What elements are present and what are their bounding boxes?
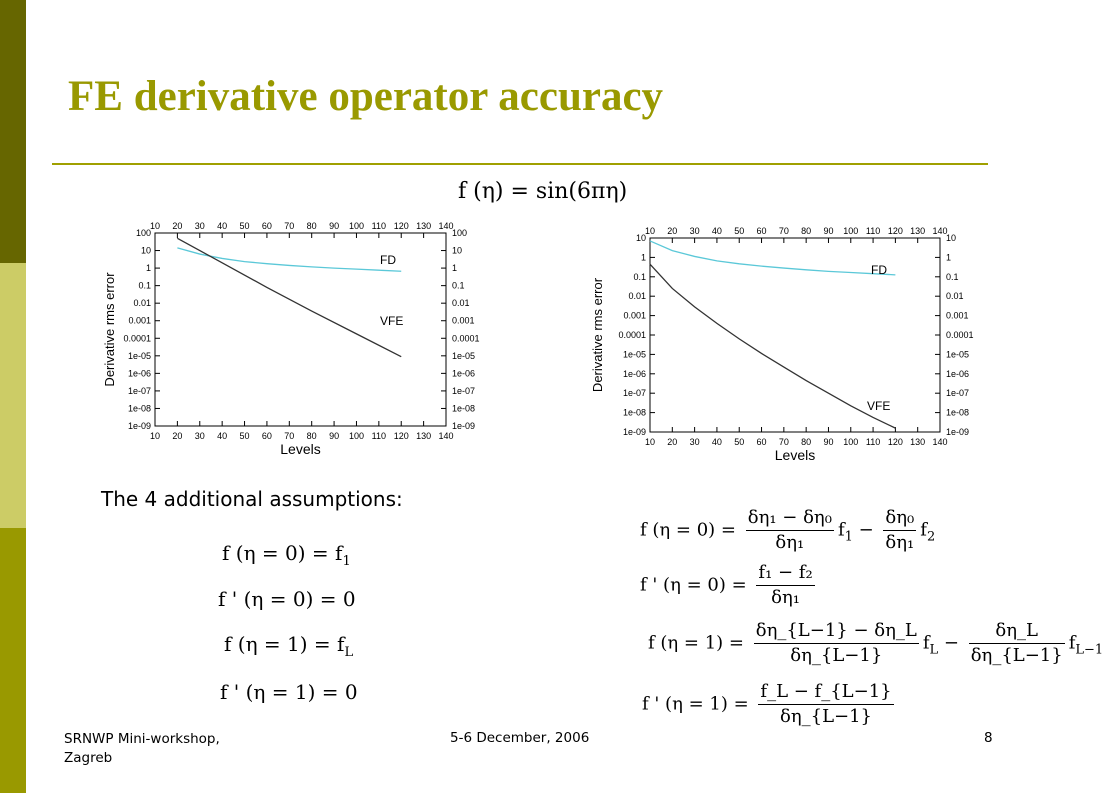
x-tick-label-top: 100 bbox=[843, 226, 859, 236]
y-axis-label: Derivative rms error bbox=[590, 277, 605, 393]
x-tick-label-top: 20 bbox=[172, 221, 183, 231]
assumptions-heading: The 4 additional assumptions: bbox=[101, 487, 403, 511]
y-tick-label-right: 1e-07 bbox=[452, 385, 476, 396]
x-tick-label-top: 80 bbox=[306, 221, 317, 231]
footer-date: 5-6 December, 2006 bbox=[450, 730, 590, 746]
x-tick-label-top: 120 bbox=[887, 226, 903, 236]
y-tick-label: 1e-06 bbox=[127, 368, 151, 379]
right-eq-2: f ' (η = 0) = $\frac{\text{f₁ − f₂}}{\text{δη₁}}$ bbox=[640, 562, 813, 609]
x-tick-label: 90 bbox=[823, 437, 834, 447]
chart-left bbox=[100, 212, 480, 472]
left-eq-4: f ' (η = 1) = 0 bbox=[220, 680, 358, 704]
y-tick-label-right: 100 bbox=[452, 228, 468, 238]
x-tick-label-top: 60 bbox=[756, 226, 767, 236]
y-tick-label-right: 10 bbox=[946, 233, 957, 243]
top-formula: f (η) = sin(6πη) bbox=[458, 179, 628, 204]
chart-right bbox=[588, 218, 978, 478]
x-tick-label: 30 bbox=[194, 431, 205, 441]
y-tick-label: 1e-05 bbox=[127, 350, 151, 361]
series-line-fd bbox=[177, 248, 401, 271]
y-tick-label: 1e-07 bbox=[622, 388, 646, 399]
y-tick-label-right: 1e-08 bbox=[452, 403, 476, 414]
y-tick-label: 10 bbox=[140, 245, 151, 256]
y-tick-label: 100 bbox=[135, 228, 151, 238]
left-eq-3: f $(\eta = 1) = f_L$ bbox=[224, 632, 354, 660]
right-eq-1: f (η = 0) = $\frac{\text{δη₁ − δη₀}}{\text{δη₁}}$ $f_1$ − $\frac{\text{δη₀}}{\text{δη₁}}$ $f_2$ bbox=[640, 507, 936, 554]
x-tick-label-top: 40 bbox=[217, 221, 228, 231]
y-tick-label-right: 1e-05 bbox=[946, 349, 970, 360]
top-formula-rhs: sin(6πη) bbox=[535, 179, 628, 204]
top-formula-lhs: f (η) bbox=[458, 179, 504, 204]
x-tick-label: 90 bbox=[329, 431, 340, 441]
y-tick-label-right: 0.0001 bbox=[452, 333, 480, 344]
x-tick-label: 40 bbox=[217, 431, 228, 441]
y-tick-label: 0.1 bbox=[633, 271, 646, 282]
y-tick-label-right: 1e-07 bbox=[946, 388, 970, 399]
y-tick-label: 1 bbox=[640, 252, 646, 263]
x-tick-label-top: 140 bbox=[438, 221, 454, 231]
x-tick-label: 100 bbox=[843, 437, 859, 447]
x-tick-label: 130 bbox=[910, 437, 926, 447]
x-tick-label-top: 90 bbox=[329, 221, 340, 231]
x-tick-label: 70 bbox=[284, 431, 295, 441]
y-axis-label: Derivative rms error bbox=[102, 272, 117, 387]
y-tick-label-right: 0.001 bbox=[452, 315, 475, 326]
page-number: 8 bbox=[984, 730, 993, 746]
x-tick-label: 130 bbox=[416, 431, 432, 441]
x-tick-label: 20 bbox=[667, 437, 678, 447]
y-tick-label-right: 1 bbox=[452, 263, 458, 274]
side-bar-mid bbox=[0, 528, 26, 793]
x-tick-label-top: 10 bbox=[644, 226, 656, 236]
y-tick-label-right: 0.01 bbox=[452, 298, 470, 309]
x-tick-label: 120 bbox=[887, 437, 903, 447]
y-tick-label-right: 0.01 bbox=[946, 291, 964, 302]
right-eq-3: f (η = 1) = $\frac{\delta\eta\_\{L-1\} - \delta\eta\_L}{\delta\eta\_\{L-1\}}$ $f_L$ − $\frac{\delta\eta\_L}{\delta\eta\_\{L-1\}}$ $f_{L-1}$ bbox=[648, 620, 1103, 667]
x-tick-label-top: 20 bbox=[667, 226, 678, 236]
y-tick-label-right: 1e-05 bbox=[452, 350, 476, 361]
x-axis-label: Levels bbox=[280, 441, 321, 457]
x-tick-label-top: 40 bbox=[711, 226, 722, 236]
y-tick-label-right: 1e-06 bbox=[946, 368, 970, 379]
x-tick-label: 100 bbox=[348, 431, 364, 441]
footer-left: SRNWP Mini-workshop, Zagreb bbox=[64, 731, 220, 766]
series-line-fd bbox=[650, 241, 895, 275]
y-tick-label-right: 0.0001 bbox=[946, 330, 974, 340]
x-tick-label-top: 50 bbox=[734, 226, 745, 236]
series-label-vfe: VFE bbox=[380, 314, 404, 328]
y-tick-label: 0.1 bbox=[138, 280, 151, 291]
series-label-vfe: VFE bbox=[867, 399, 891, 413]
x-tick-label: 120 bbox=[393, 431, 409, 441]
x-tick-label: 70 bbox=[778, 437, 789, 447]
y-tick-label-right: 1e-09 bbox=[452, 421, 476, 431]
slide-title: FE derivative operator accuracy bbox=[68, 73, 664, 120]
y-tick-label: 1e-09 bbox=[127, 421, 151, 431]
x-axis-label: Levels bbox=[774, 447, 816, 463]
x-tick-label: 10 bbox=[644, 437, 656, 447]
x-tick-label: 80 bbox=[801, 437, 812, 447]
x-tick-label: 140 bbox=[932, 437, 948, 447]
plot-frame bbox=[650, 238, 940, 432]
plot-frame bbox=[155, 233, 446, 426]
left-eq-1: f $(\eta = 0) = f_1$ bbox=[222, 541, 351, 569]
y-tick-label-right: 1e-08 bbox=[946, 407, 970, 418]
x-tick-label: 20 bbox=[172, 431, 183, 441]
y-tick-label: 0.01 bbox=[628, 291, 646, 302]
title-divider bbox=[52, 163, 988, 165]
x-tick-label: 10 bbox=[149, 431, 161, 441]
y-tick-label-right: 10 bbox=[452, 245, 463, 256]
y-tick-label-right: 1e-06 bbox=[452, 368, 476, 379]
y-tick-label: 1e-08 bbox=[622, 407, 646, 418]
x-tick-label-top: 120 bbox=[393, 221, 409, 231]
series-line-vfe bbox=[650, 264, 895, 428]
x-tick-label-top: 100 bbox=[348, 221, 364, 231]
x-tick-label-top: 130 bbox=[910, 226, 926, 236]
x-tick-label: 110 bbox=[865, 437, 881, 447]
x-tick-label-top: 110 bbox=[371, 221, 387, 231]
y-tick-label: 1 bbox=[145, 263, 151, 274]
y-tick-label: 0.0001 bbox=[618, 330, 646, 340]
y-tick-label-right: 0.001 bbox=[946, 310, 969, 321]
x-tick-label-top: 130 bbox=[416, 221, 432, 231]
y-tick-label: 1e-06 bbox=[622, 368, 646, 379]
x-tick-label: 80 bbox=[306, 431, 317, 441]
y-tick-label-right: 0.1 bbox=[452, 280, 465, 291]
series-label-fd: FD bbox=[871, 263, 887, 277]
side-bar-light bbox=[0, 263, 26, 528]
x-tick-label: 140 bbox=[438, 431, 454, 441]
y-tick-label: 0.001 bbox=[128, 315, 151, 326]
x-tick-label: 60 bbox=[756, 437, 767, 447]
y-tick-label: 0.001 bbox=[623, 310, 646, 321]
x-tick-label-top: 30 bbox=[689, 226, 700, 236]
x-tick-label-top: 70 bbox=[778, 226, 789, 236]
series-line-vfe bbox=[177, 238, 404, 356]
x-tick-label-top: 60 bbox=[261, 221, 272, 231]
right-eq-4: f ' (η = 1) = $\frac{f\_L - f\_\{L-1\}}{\delta\eta\_\{L-1\}}$ bbox=[642, 681, 892, 728]
y-tick-label: 1e-09 bbox=[622, 427, 646, 437]
x-tick-label: 30 bbox=[689, 437, 700, 447]
x-tick-label: 60 bbox=[261, 431, 272, 441]
series-label-fd: FD bbox=[380, 253, 396, 267]
x-tick-label-top: 80 bbox=[801, 226, 812, 236]
left-eq-2: f ' (η = 0) = 0 bbox=[218, 587, 356, 611]
x-tick-label-top: 70 bbox=[284, 221, 295, 231]
x-tick-label-top: 140 bbox=[932, 226, 948, 236]
x-tick-label-top: 30 bbox=[194, 221, 205, 231]
x-tick-label: 50 bbox=[239, 431, 250, 441]
y-tick-label: 10 bbox=[635, 233, 646, 243]
side-bar-dark bbox=[0, 0, 26, 263]
y-tick-label: 1e-05 bbox=[622, 349, 646, 360]
x-tick-label: 50 bbox=[734, 437, 745, 447]
y-tick-label-right: 1 bbox=[946, 252, 952, 263]
x-tick-label: 110 bbox=[371, 431, 387, 441]
x-tick-label-top: 10 bbox=[149, 221, 161, 231]
y-tick-label-right: 1e-09 bbox=[946, 427, 970, 437]
y-tick-label: 0.01 bbox=[133, 298, 151, 309]
y-tick-label: 1e-07 bbox=[127, 385, 151, 396]
y-tick-label: 1e-08 bbox=[127, 403, 151, 414]
x-tick-label-top: 90 bbox=[823, 226, 834, 236]
x-tick-label: 40 bbox=[711, 437, 722, 447]
x-tick-label-top: 110 bbox=[865, 226, 881, 236]
y-tick-label: 0.0001 bbox=[123, 333, 151, 344]
x-tick-label-top: 50 bbox=[239, 221, 250, 231]
y-tick-label-right: 0.1 bbox=[946, 271, 959, 282]
